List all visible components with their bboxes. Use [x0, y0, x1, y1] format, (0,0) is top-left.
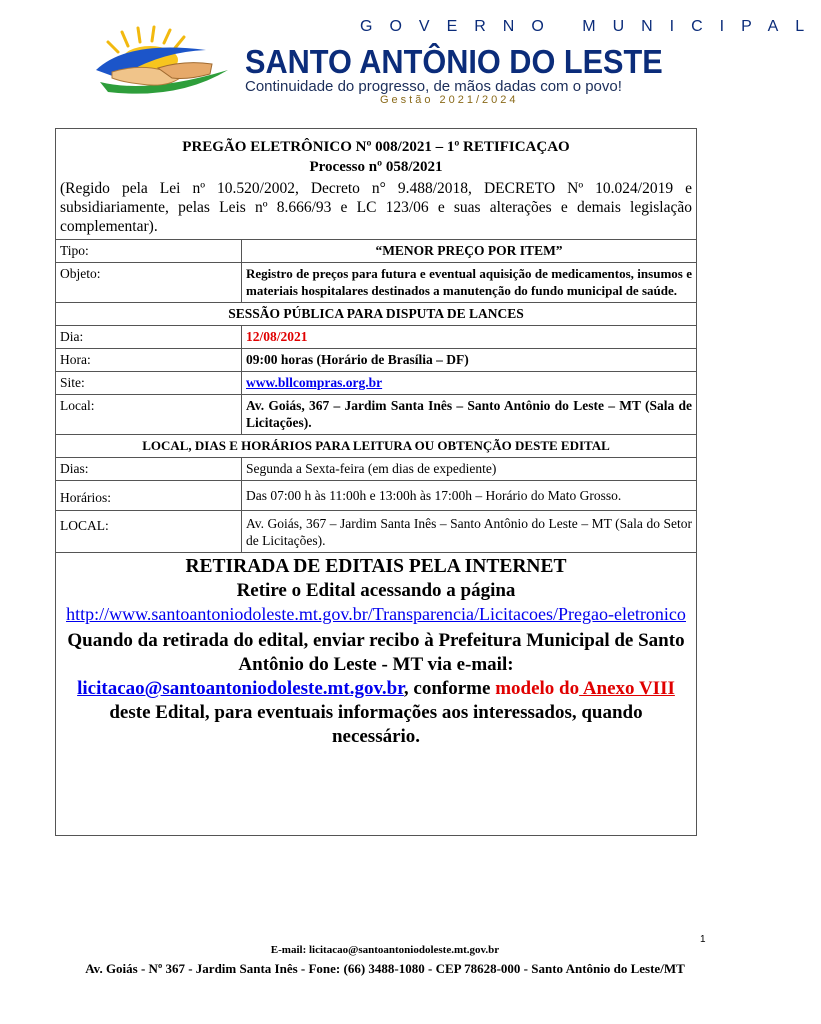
local-label: Local:	[56, 395, 242, 435]
anexo-link[interactable]: Anexo VIII	[579, 678, 675, 699]
slogan: Continuidade do progresso, de mãos dadas com o povo!	[245, 78, 622, 95]
governo-municipal-text: GOVERNO MUNICIPAL	[360, 18, 821, 35]
local-value: Av. Goiás, 367 – Jardim Santa Inês – Santo Antônio do Leste – MT (Sala de Licitações).	[242, 395, 697, 435]
city-name: SANTO ANTÔNIO DO LESTE	[245, 43, 663, 80]
dias-label: Dias:	[56, 458, 242, 481]
quando-text: Quando da retirada do edital, enviar recibo à Prefeitura Municipal de Santo Antônio do Leste - MT via e-mail:	[67, 630, 685, 675]
email-link[interactable]: licitacao@santoantoniodoleste.mt.gov.br	[77, 678, 404, 699]
instructions-paragraph	[56, 629, 696, 749]
processo-number: Processo nº 058/2021	[309, 159, 443, 175]
table-row	[56, 303, 696, 326]
table-row	[56, 395, 696, 435]
footer-email: E-mail: licitacao@santoantoniodoleste.mt.gov.br	[270, 944, 500, 956]
letterhead	[88, 18, 821, 110]
dia-value: 12/08/2021	[242, 326, 697, 349]
table-row	[56, 263, 696, 303]
table-row	[56, 511, 696, 553]
table-row	[56, 435, 696, 458]
hands-sun-logo	[88, 20, 238, 106]
legal-basis-paragraph: (Regido pela Lei nº 10.520/2002, Decreto n° 9.488/2018, DECRETO Nº 10.024/2019 e subsidiariamente, pelas Leis nº 8.666/93 e LC 123/06 e suas alterações e demais legislação complementar).	[60, 180, 692, 235]
dias-value: Segunda a Sexta-feira (em dias de expediente)	[242, 458, 697, 481]
edital-info-table	[56, 239, 696, 552]
tipo-value: “MENOR PREÇO POR ITEM”	[242, 240, 697, 263]
table-row	[56, 326, 696, 349]
footer-address: Av. Goiás - Nº 367 - Jardim Santa Inês - Fone: (66) 3488-1080 - CEP 78628-000 - Santo Antônio do Leste/MT	[85, 961, 685, 976]
site-label: Site:	[56, 372, 242, 395]
dia-label: Dia:	[56, 326, 242, 349]
internet-heading: RETIRADA DE EDITAIS PELA INTERNET	[185, 556, 567, 577]
table-row	[56, 240, 696, 263]
hora-label: Hora:	[56, 349, 242, 372]
page-number: 1	[700, 934, 706, 945]
site-link[interactable]: www.bllcompras.org.br	[246, 375, 383, 390]
conforme-text: , conforme	[403, 678, 496, 699]
local-leitura-label: LOCAL:	[56, 511, 242, 553]
internet-subheading: Retire o Edital acessando a página	[236, 580, 516, 601]
gestao-period: Gestão 2021/2024	[380, 94, 519, 106]
internet-section	[56, 552, 696, 749]
table-row	[56, 349, 696, 372]
edital-summary-box	[55, 128, 697, 836]
leitura-heading: LOCAL, DIAS E HORÁRIOS PARA LEITURA OU OBTENÇÃO DESTE EDITAL	[56, 435, 696, 458]
horarios-label: Horários:	[56, 481, 242, 511]
rest-text: deste Edital, para eventuais informações aos interessados, quando necessário.	[109, 702, 643, 747]
table-row	[56, 372, 696, 395]
sessao-heading: SESSÃO PÚBLICA PARA DISPUTA DE LANCES	[56, 303, 696, 326]
edital-page-link[interactable]: http://www.santoantoniodoleste.mt.gov.br/Transparencia/Licitacoes/Pregao-eletronico	[66, 604, 686, 624]
table-row	[56, 458, 696, 481]
document-title: PREGÃO ELETRÔNICO Nº 008/2021 – 1º RETIFICAÇAO	[182, 139, 570, 155]
tipo-label: Tipo:	[56, 240, 242, 263]
horarios-value: Das 07:00 h às 11:00h e 13:00h às 17:00h – Horário do Mato Grosso.	[242, 481, 697, 511]
table-row	[56, 481, 696, 511]
objeto-value: Registro de preços para futura e eventual aquisição de medicamentos, insumos e materiais hospitalares destinados a manutenção do fundo municipal de saúde.	[242, 263, 697, 303]
modelo-text: modelo do	[495, 678, 580, 699]
hora-value: 09:00 horas (Horário de Brasília – DF)	[242, 349, 697, 372]
objeto-label: Objeto:	[56, 263, 242, 303]
local-leitura-value: Av. Goiás, 367 – Jardim Santa Inês – Santo Antônio do Leste – MT (Sala do Setor de Licitações).	[242, 511, 697, 553]
